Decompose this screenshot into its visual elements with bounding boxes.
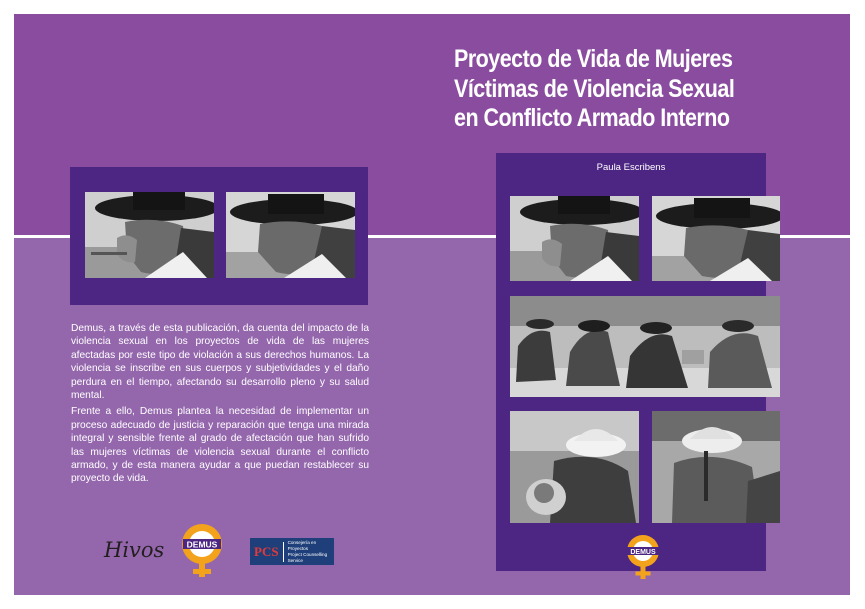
book-cover-spread <box>14 14 850 595</box>
pcs-line-2: Project Counselling Service <box>287 551 328 563</box>
book-title <box>454 45 764 134</box>
pcs-line-1: Consejería en Proyectos <box>287 539 317 551</box>
front-photo-group <box>510 296 780 397</box>
title-line-3: en Conflicto Armado Interno <box>454 104 730 132</box>
title-line-2: Víctimas de Violencia Sexual <box>454 74 735 103</box>
front-photo-2 <box>652 196 780 281</box>
woman-photo-right <box>226 192 355 278</box>
woman-photo-left <box>85 192 214 278</box>
front-demus-logo <box>620 533 666 583</box>
back-cover-text <box>71 322 369 489</box>
back-paragraph-1: Demus, a través de esta publicación, da cuenta del impacto de la violencia sexual en los proyectos de vida de las mujeres afectadas por este tipo de violación a sus derechos humanos. La violencia se inscribe en sus cuerpos y subjetividades y el daño perdura en el tiempo, afectando su desarrollo pleno y su salud mental. <box>71 323 369 402</box>
title-line-1: Proyecto de Vida de Mujeres <box>454 45 733 73</box>
front-logo-text: DEMUS <box>630 548 656 556</box>
pcs-logo <box>250 538 334 565</box>
front-photo-mother <box>510 411 639 523</box>
pcs-logo-mark: PCS <box>250 542 284 562</box>
author-name: Paula Escribens <box>596 162 666 173</box>
back-paragraph-2: Frente a ello, Demus plantea la necesidad de implementar un proceso adecuado de justicia y reparación que tenga una mirada integral y sensible frente al grado de afectación que han sufrido las mujeres víctimas de violencia sexual durante el conflicto armado, y de esta manera ayudar a que puedan restablecer su proyecto de vida. <box>71 406 369 485</box>
hivos-logo: Hivos <box>104 538 165 562</box>
front-photo-woman-back <box>652 411 780 523</box>
front-photo-1 <box>510 196 639 281</box>
pcs-logo-text <box>284 540 334 564</box>
demus-logo-text: DEMUS <box>186 539 218 550</box>
demus-logo <box>180 522 224 584</box>
